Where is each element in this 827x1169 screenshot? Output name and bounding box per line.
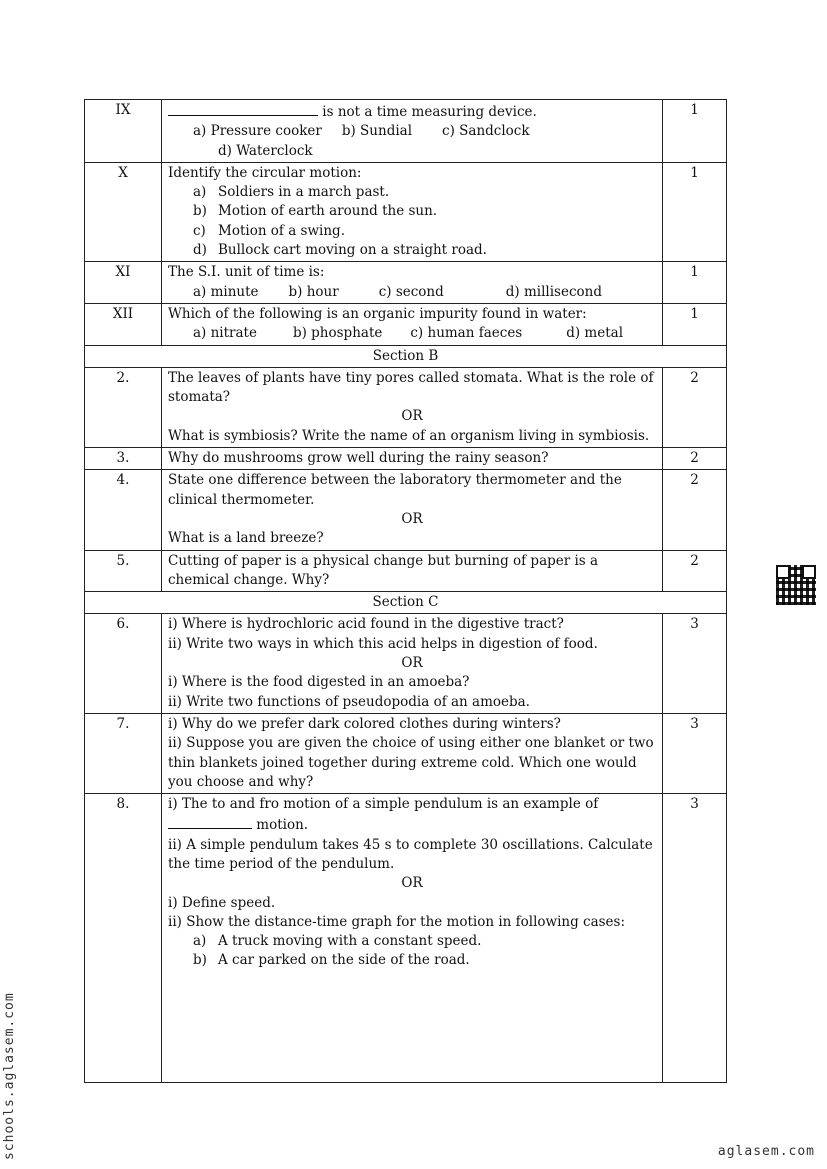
option-d: d) metal <box>566 325 624 342</box>
option-c: c) Motion of a swing. <box>193 222 345 239</box>
question-number: 2. <box>85 367 162 447</box>
question-number: XI <box>85 262 162 304</box>
option-d: d) Waterclock <box>218 142 313 159</box>
section-title: Section C <box>85 592 727 614</box>
question-row-12 <box>85 303 727 345</box>
question-row-8 <box>85 794 727 1083</box>
question-row-2 <box>85 367 727 447</box>
question-body <box>162 713 663 793</box>
question-table <box>84 99 727 1083</box>
answer-blank <box>168 101 318 116</box>
question-text: motion. <box>252 817 309 834</box>
marks: 2 <box>663 470 727 550</box>
option-c: c) human faeces <box>410 325 523 342</box>
question-body <box>162 367 663 447</box>
option-b: b) A car parked on the side of the road. <box>193 952 470 969</box>
question-row-6 <box>85 614 727 713</box>
marks: 1 <box>663 303 727 345</box>
question-body: Cutting of paper is a physical change but burning of paper is a chemical change. Why? <box>162 550 663 592</box>
watermark-left: schools.aglasem.com <box>2 992 17 1160</box>
question-body <box>162 262 663 304</box>
option-b: b) Sundial <box>341 123 413 140</box>
marks: 1 <box>663 100 727 163</box>
answer-blank <box>168 814 252 829</box>
question-text-alt: i) Define speed. <box>168 894 276 911</box>
section-title: Section B <box>85 345 727 367</box>
question-text: ii) Suppose you are given the choice of using either one blanket or two thin blankets joined together during extreme cold. Which one would you choose and why? <box>168 735 654 790</box>
question-body <box>162 614 663 713</box>
watermark-right: aglasem.com <box>717 1144 815 1159</box>
option-b: b) phosphate <box>292 325 383 342</box>
options-row <box>168 122 656 141</box>
question-stem: The S.I. unit of time is: <box>168 264 325 281</box>
question-text-alt: ii) Write two functions of pseudopodia of an amoeba. <box>168 693 530 710</box>
section-header-b <box>85 345 727 367</box>
question-number: 3. <box>85 448 162 470</box>
question-number: 4. <box>85 470 162 550</box>
marks: 1 <box>663 162 727 261</box>
question-row-11 <box>85 262 727 304</box>
question-text-alt: What is symbiosis? Write the name of an organism living in symbiosis. <box>168 427 650 444</box>
option-a: a) A truck moving with a constant speed. <box>193 933 482 950</box>
question-body <box>162 100 663 163</box>
marks: 3 <box>663 794 727 1083</box>
option-c: c) second <box>378 283 444 300</box>
question-text-alt: ii) Show the distance-time graph for the motion in following cases: <box>168 913 626 930</box>
question-number: 6. <box>85 614 162 713</box>
or-separator: OR <box>401 408 423 425</box>
question-body <box>162 303 663 345</box>
option-d: d) Bullock cart moving on a straight road. <box>193 242 487 259</box>
option-c: c) Sandclock <box>442 123 530 140</box>
question-row-4 <box>85 470 727 550</box>
question-number: 7. <box>85 713 162 793</box>
question-number: 8. <box>85 794 162 1083</box>
question-row-3 <box>85 448 727 470</box>
option-a: a) Pressure cooker <box>193 123 322 140</box>
question-text-alt: What is a land breeze? <box>168 530 324 547</box>
question-text-alt: i) Where is the food digested in an amoeba? <box>168 674 470 691</box>
question-body <box>162 794 663 1083</box>
option-b: b) hour <box>288 283 339 300</box>
question-number: XII <box>85 303 162 345</box>
or-separator: OR <box>401 510 423 527</box>
question-number: IX <box>85 100 162 163</box>
options-row <box>168 324 656 343</box>
question-row-5 <box>85 550 727 592</box>
question-body: Why do mushrooms grow well during the rainy season? <box>162 448 663 470</box>
question-stem: Which of the following is an organic impurity found in water: <box>168 305 587 322</box>
marks: 2 <box>663 550 727 592</box>
qr-code-icon <box>776 565 816 605</box>
question-text: ii) Write two ways in which this acid helps in digestion of food. <box>168 635 598 652</box>
question-text: i) The to and fro motion of a simple pendulum is an example of <box>168 796 599 813</box>
marks: 2 <box>663 367 727 447</box>
section-header-c <box>85 592 727 614</box>
option-d: d) millisecond <box>505 283 602 300</box>
question-stem: is not a time measuring device. <box>318 104 537 120</box>
or-separator: OR <box>401 655 423 672</box>
marks: 3 <box>663 713 727 793</box>
question-text: i) Where is hydrochloric acid found in the digestive tract? <box>168 616 564 633</box>
marks: 1 <box>663 262 727 304</box>
or-separator: OR <box>401 875 423 892</box>
marks: 2 <box>663 448 727 470</box>
option-a: a) minute <box>193 283 259 300</box>
question-text: State one difference between the laboratory thermometer and the clinical thermometer. <box>168 472 622 508</box>
marks: 3 <box>663 614 727 713</box>
question-number: X <box>85 162 162 261</box>
option-a: a) Soldiers in a march past. <box>193 184 390 201</box>
question-body <box>162 470 663 550</box>
question-text: The leaves of plants have tiny pores called stomata. What is the role of stomata? <box>168 369 654 406</box>
options-row <box>168 283 656 302</box>
option-a: a) nitrate <box>193 325 257 342</box>
question-text: ii) A simple pendulum takes 45 s to complete 30 oscillations. Calculate the time period of the pendulum. <box>168 836 653 872</box>
question-row-7 <box>85 713 727 793</box>
question-text: i) Why do we prefer dark colored clothes during winters? <box>168 715 561 732</box>
question-number: 5. <box>85 550 162 592</box>
question-row-10 <box>85 162 727 261</box>
option-b: b) Motion of earth around the sun. <box>193 203 438 220</box>
question-stem: Identify the circular motion: <box>168 164 362 181</box>
question-body <box>162 162 663 261</box>
question-row-9 <box>85 100 727 163</box>
